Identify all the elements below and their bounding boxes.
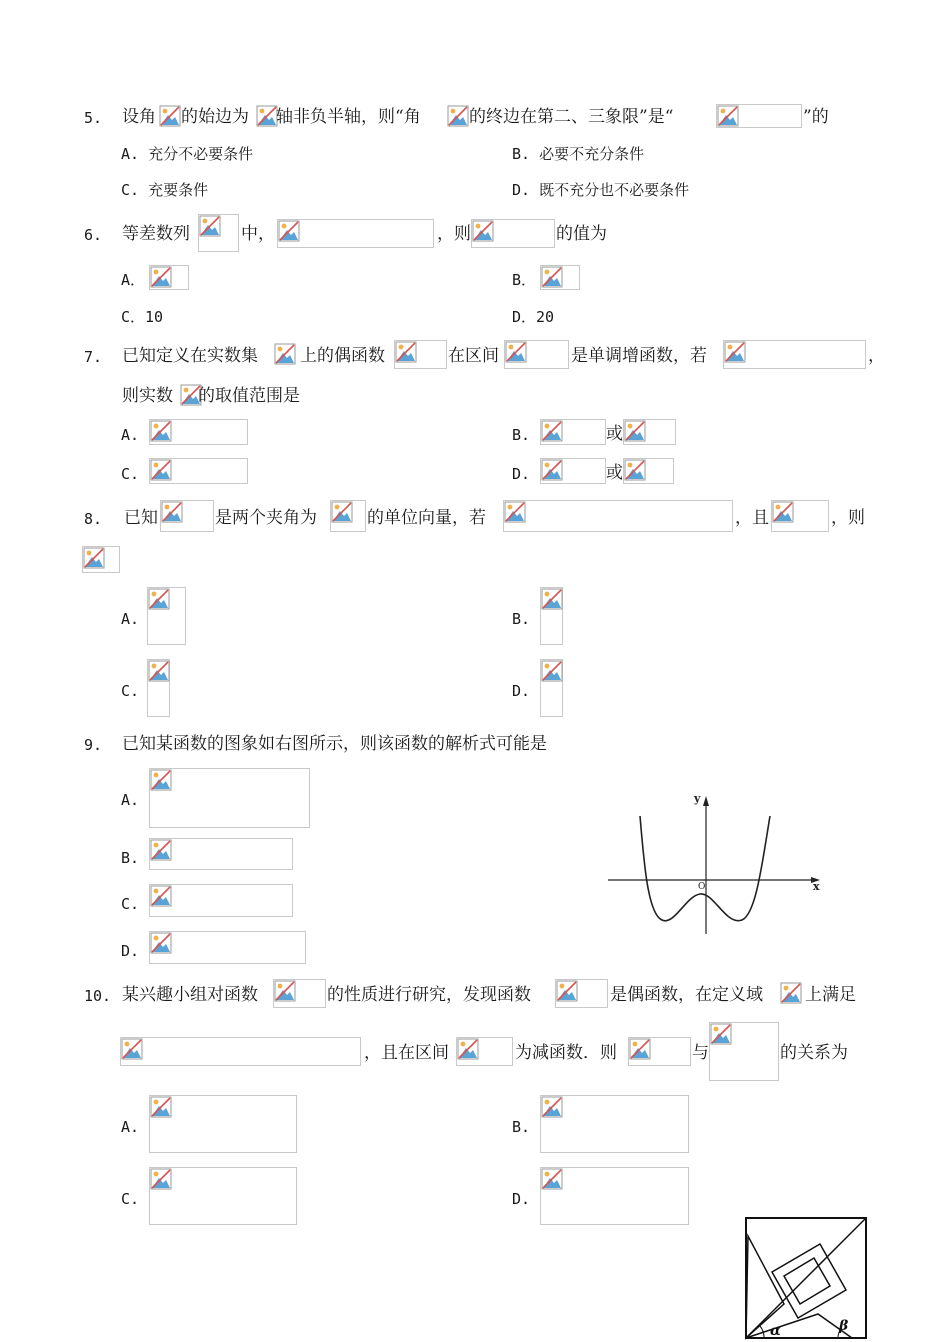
broken-image-glyph [541, 266, 563, 288]
q10-text-7: 与 [692, 1043, 709, 1063]
broken-image-icon [447, 105, 469, 127]
broken-image-glyph [150, 420, 172, 442]
broken-image-icon [709, 1022, 779, 1081]
q6-option-c: C．10 [121, 308, 164, 326]
q7-option-d-or: 或 [606, 463, 623, 483]
broken-image-icon [540, 265, 580, 290]
broken-image-icon [149, 1167, 297, 1225]
broken-image-glyph [541, 660, 563, 682]
q9-option-b: B. [121, 849, 140, 867]
broken-image-icon [394, 340, 447, 369]
q7-text-6: 则实数 [122, 386, 173, 406]
broken-image-glyph [624, 420, 646, 442]
broken-image-glyph [121, 1038, 143, 1060]
q7-option-c: C. [121, 465, 140, 483]
broken-image-glyph [148, 588, 170, 610]
q7-text-3: 在区间 [448, 346, 499, 366]
q10-text-8: 的关系为 [780, 1043, 848, 1063]
q6-option-a: A． [121, 271, 146, 289]
broken-image-glyph [505, 341, 527, 363]
broken-image-icon [120, 1037, 361, 1066]
broken-image-glyph [274, 343, 296, 365]
broken-image-glyph [457, 1038, 479, 1060]
q10-text-5: ，且在区间 [364, 1043, 449, 1063]
q5-option-b: B. 必要不充分条件 [512, 145, 645, 163]
broken-image-glyph [717, 105, 739, 127]
broken-image-glyph [199, 215, 221, 237]
alpha-label: α [770, 1323, 781, 1339]
broken-image-icon [160, 500, 214, 532]
q7-number: 7. [84, 348, 103, 366]
q5-text-1: 设角 [122, 107, 156, 127]
q8-option-c: C. [121, 682, 140, 700]
broken-image-glyph [161, 501, 183, 523]
q7-option-b: B. [512, 426, 531, 444]
beta-label: β [839, 1318, 849, 1334]
broken-image-glyph [724, 341, 746, 363]
q9-option-a: A. [121, 791, 140, 809]
q5-number: 5. [84, 109, 103, 127]
q6-text-2: 中， [241, 224, 275, 244]
broken-image-icon [149, 838, 293, 870]
origin-label: O [698, 882, 706, 892]
q10-option-b: B. [512, 1118, 531, 1136]
broken-image-icon [780, 982, 804, 1005]
broken-image-glyph [447, 105, 469, 127]
inner-square [784, 1258, 830, 1304]
broken-image-icon [471, 219, 555, 248]
q5-option-d: D. 既不充分也不必要条件 [512, 181, 690, 199]
broken-image-icon [623, 419, 676, 445]
q5-text-2: 的始边为 [181, 107, 249, 127]
q6-option-b: B． [512, 271, 537, 289]
broken-image-icon [540, 419, 606, 445]
q5-text-4: 的终边在第二、三象限”是“ [469, 107, 674, 127]
square-figure [742, 1214, 870, 1342]
broken-image-icon [540, 659, 563, 717]
broken-image-icon [504, 340, 569, 369]
q6-option-d: D．20 [512, 308, 555, 326]
broken-image-icon [147, 659, 170, 717]
broken-image-icon [149, 768, 310, 828]
broken-image-glyph [541, 459, 563, 481]
broken-image-icon [273, 979, 326, 1008]
x-axis-label: x [813, 880, 820, 893]
q10-text-2: 的性质进行研究，发现函数 [327, 985, 531, 1005]
broken-image-icon [147, 587, 186, 645]
broken-image-icon [274, 343, 298, 366]
broken-image-icon [256, 105, 276, 127]
broken-image-glyph [780, 982, 802, 1004]
q10-option-a: A. [121, 1118, 140, 1136]
q10-text-1: 某兴趣小组对函数 [122, 985, 258, 1005]
q8-option-d: D. [512, 682, 531, 700]
broken-image-icon [149, 419, 248, 445]
q6-text-3: ，则 [437, 224, 471, 244]
q7-text-2: 上的偶函数 [300, 346, 385, 366]
broken-image-icon [540, 587, 563, 645]
broken-image-glyph [472, 220, 494, 242]
broken-image-icon [149, 458, 248, 484]
broken-image-glyph [541, 1168, 563, 1190]
broken-image-icon [540, 1167, 689, 1225]
inner-rectangle [772, 1244, 846, 1318]
broken-image-icon [149, 884, 293, 917]
broken-image-glyph [150, 769, 172, 791]
q8-text-4: ，且 [735, 508, 769, 528]
broken-image-icon [623, 458, 674, 484]
broken-image-icon [540, 1095, 689, 1153]
broken-image-glyph [556, 980, 578, 1002]
q9-option-d: D. [121, 942, 140, 960]
broken-image-glyph [83, 547, 105, 569]
broken-image-glyph [150, 266, 172, 288]
q9-option-c: C. [121, 895, 140, 913]
broken-image-icon [628, 1037, 691, 1066]
broken-image-glyph [274, 980, 296, 1002]
q6-number: 6. [84, 226, 103, 244]
broken-image-glyph [629, 1038, 651, 1060]
broken-image-icon [159, 105, 181, 127]
broken-image-glyph [624, 459, 646, 481]
broken-image-icon [540, 458, 606, 484]
q8-text-3: 的单位向量，若 [367, 508, 486, 528]
q8-number: 8. [84, 510, 103, 528]
q10-text-3: 是偶函数，在定义域 [610, 985, 763, 1005]
broken-image-glyph [504, 501, 526, 523]
broken-image-glyph [331, 501, 353, 523]
q9-text-1: 已知某函数的图象如右图所示，则该函数的解析式可能是 [122, 734, 547, 754]
q10-text-6: 为减函数．则 [515, 1043, 617, 1063]
y-axis-arrow [703, 796, 709, 806]
q5-text-3: 轴非负半轴，则“角 [276, 107, 421, 127]
broken-image-glyph [150, 459, 172, 481]
q5-text-5: ”的 [803, 107, 829, 127]
broken-image-glyph [541, 420, 563, 442]
broken-image-glyph [150, 839, 172, 861]
broken-image-glyph [150, 1096, 172, 1118]
q7-option-b-or: 或 [606, 424, 623, 444]
broken-image-icon [277, 219, 434, 248]
q6-text-4: 的值为 [556, 224, 607, 244]
q8-option-b: B. [512, 610, 531, 628]
q6-text-1: 等差数列 [122, 224, 190, 244]
q7-text-4: 是单调增函数，若 [571, 346, 707, 366]
broken-image-icon [149, 931, 306, 964]
broken-image-icon [149, 1095, 297, 1153]
broken-image-icon [723, 340, 866, 369]
q10-number: 10. [84, 987, 112, 1005]
q8-text-1: 已知 [124, 508, 158, 528]
broken-image-glyph [256, 105, 278, 127]
q8-text-2: 是两个夹角为 [215, 508, 317, 528]
q7-text-1: 已知定义在实数集 [122, 346, 258, 366]
broken-image-icon [198, 214, 239, 252]
broken-image-glyph [541, 1096, 563, 1118]
q10-option-c: C. [121, 1190, 140, 1208]
broken-image-icon [716, 104, 802, 128]
q7-option-d: D. [512, 465, 531, 483]
function-curve [640, 816, 770, 921]
broken-image-glyph [772, 501, 794, 523]
q8-text-5: ，则 [831, 508, 865, 528]
broken-image-glyph [541, 588, 563, 610]
broken-image-glyph [150, 885, 172, 907]
broken-image-glyph [278, 220, 300, 242]
broken-image-icon [771, 500, 829, 532]
q9-number: 9. [84, 736, 103, 754]
q5-option-a: A. 充分不必要条件 [121, 145, 254, 163]
broken-image-glyph [150, 1168, 172, 1190]
q7-text-7: 的取值范围是 [198, 386, 300, 406]
q5-option-c: C. 充要条件 [121, 181, 209, 199]
broken-image-icon [456, 1037, 513, 1066]
broken-image-glyph [395, 341, 417, 363]
q7-text-5: ， [868, 346, 885, 366]
broken-image-glyph [710, 1023, 732, 1045]
function-graph [600, 784, 835, 944]
q7-option-a: A. [121, 426, 140, 444]
broken-image-icon [555, 979, 608, 1008]
q10-text-4: 上满足 [805, 985, 856, 1005]
broken-image-glyph [159, 105, 181, 127]
q8-option-a: A. [121, 610, 140, 628]
broken-image-icon [82, 546, 120, 573]
broken-image-icon [180, 384, 198, 406]
y-axis-label: y [694, 792, 701, 805]
broken-image-glyph [148, 660, 170, 682]
broken-image-icon [330, 500, 366, 532]
q10-option-d: D. [512, 1190, 531, 1208]
broken-image-glyph [150, 932, 172, 954]
broken-image-icon [503, 500, 733, 532]
broken-image-icon [149, 265, 189, 290]
